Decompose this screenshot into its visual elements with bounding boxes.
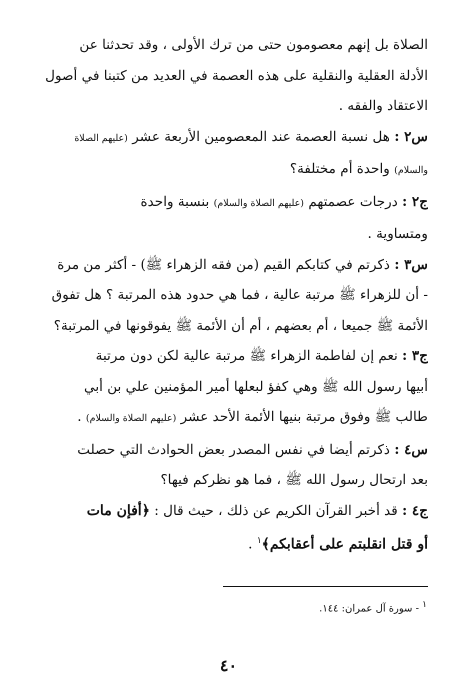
answer-2-continued: ومتساوية . <box>367 226 428 242</box>
quran-quote: أو قتل انقلبتم على أعقابكم﴾ <box>261 536 428 553</box>
question-3 <box>42 250 428 281</box>
answer-3-continued <box>42 402 428 435</box>
paragraph-line: الصلاة بل إنهم معصومون حتى من ترك الأولى ، وقد تحدثنا عن <box>79 37 428 53</box>
question-label: س٣ : <box>394 256 428 273</box>
quran-quote: ﴿أفإن مات <box>86 502 150 519</box>
answer-text: قد أخبر القرآن الكريم عن ذلك ، حيث قال : <box>154 502 398 519</box>
paragraph-line: الاعتقاد والفقه . <box>338 98 428 114</box>
footnote <box>319 600 427 614</box>
footnote-marker: ١ <box>422 600 427 610</box>
question-text: هل نسبة العصمة عند المعصومين الأربعة عشر <box>132 128 390 145</box>
page-number: ٤٠ <box>219 656 238 675</box>
question-2-continued <box>42 154 428 187</box>
question-2 <box>42 122 428 155</box>
honorific-note: (عليهم الصلاة والسلام) <box>85 413 177 424</box>
answer-2 <box>42 187 428 220</box>
question-text: ذكرتم أيضا في نفس المصدر بعض الحوادث التي حصلت <box>77 441 390 458</box>
answer-label: ج٢ : <box>402 193 428 210</box>
answer-4 <box>42 496 428 527</box>
footnote-divider <box>223 586 428 587</box>
answer-label: ج٤ : <box>402 502 428 519</box>
body-text <box>42 30 428 560</box>
answer-text: نعم إن لفاطمة الزهراء ﷺ مرتبة عالية لكن دون مرتبة <box>95 348 398 364</box>
question-3-continued: - أن للزهراء ﷺ مرتبة عالية ، فما هي حدود هذه المرتبة ؟ هل تفوق <box>51 287 428 303</box>
answer-text: درجات عصمتهم <box>308 193 398 210</box>
question-4 <box>42 435 428 466</box>
question-3-continued: الأئمة ﷺ جميعا ، أم بعضهم ، أم أن الأئمة ﷺ يفوقونها في المرتبة؟ <box>53 317 428 334</box>
answer-label: ج٣ : <box>402 348 428 364</box>
question-text: واحدة أم مختلفة؟ <box>289 161 390 177</box>
question-text: ذكرتم في كتابكم القيم (من فقه الزهراء ﷺ) - أكثر من مرة <box>57 256 390 273</box>
answer-3 <box>42 341 428 372</box>
answer-text: طالب ﷺ وفوق مرتبة بنيها الأئمة الأحد عشر <box>180 409 428 425</box>
honorific-note: (عليهم الصلاة والسلام) <box>213 197 305 209</box>
answer-text: . <box>248 536 253 553</box>
honorific-note: (عليهم الصلاة <box>74 132 128 144</box>
footnote-text: - سورة آل عمران: ١٤٤. <box>319 603 419 615</box>
footnote-reference[interactable]: ١ <box>256 536 262 546</box>
question-label: س٢ : <box>394 128 428 145</box>
paragraph-line: الأدلة العقلية والنقلية على هذه العصمة في العديد من كتبنا في أصول <box>45 67 428 84</box>
honorific-note: والسلام) <box>394 165 428 176</box>
question-4-continued: بعد ارتحال رسول الله ﷺ ، فما هو نظركم فيها؟ <box>160 472 428 488</box>
answer-text: . <box>77 409 82 425</box>
question-label: س٤ : <box>394 441 428 458</box>
answer-text: بنسبة واحدة <box>140 193 210 210</box>
answer-4-continued <box>42 526 428 560</box>
answer-3-continued: أبيها رسول الله ﷺ وهي كفؤ لبعلها أمير المؤمنين علي بن أبي <box>84 378 428 395</box>
